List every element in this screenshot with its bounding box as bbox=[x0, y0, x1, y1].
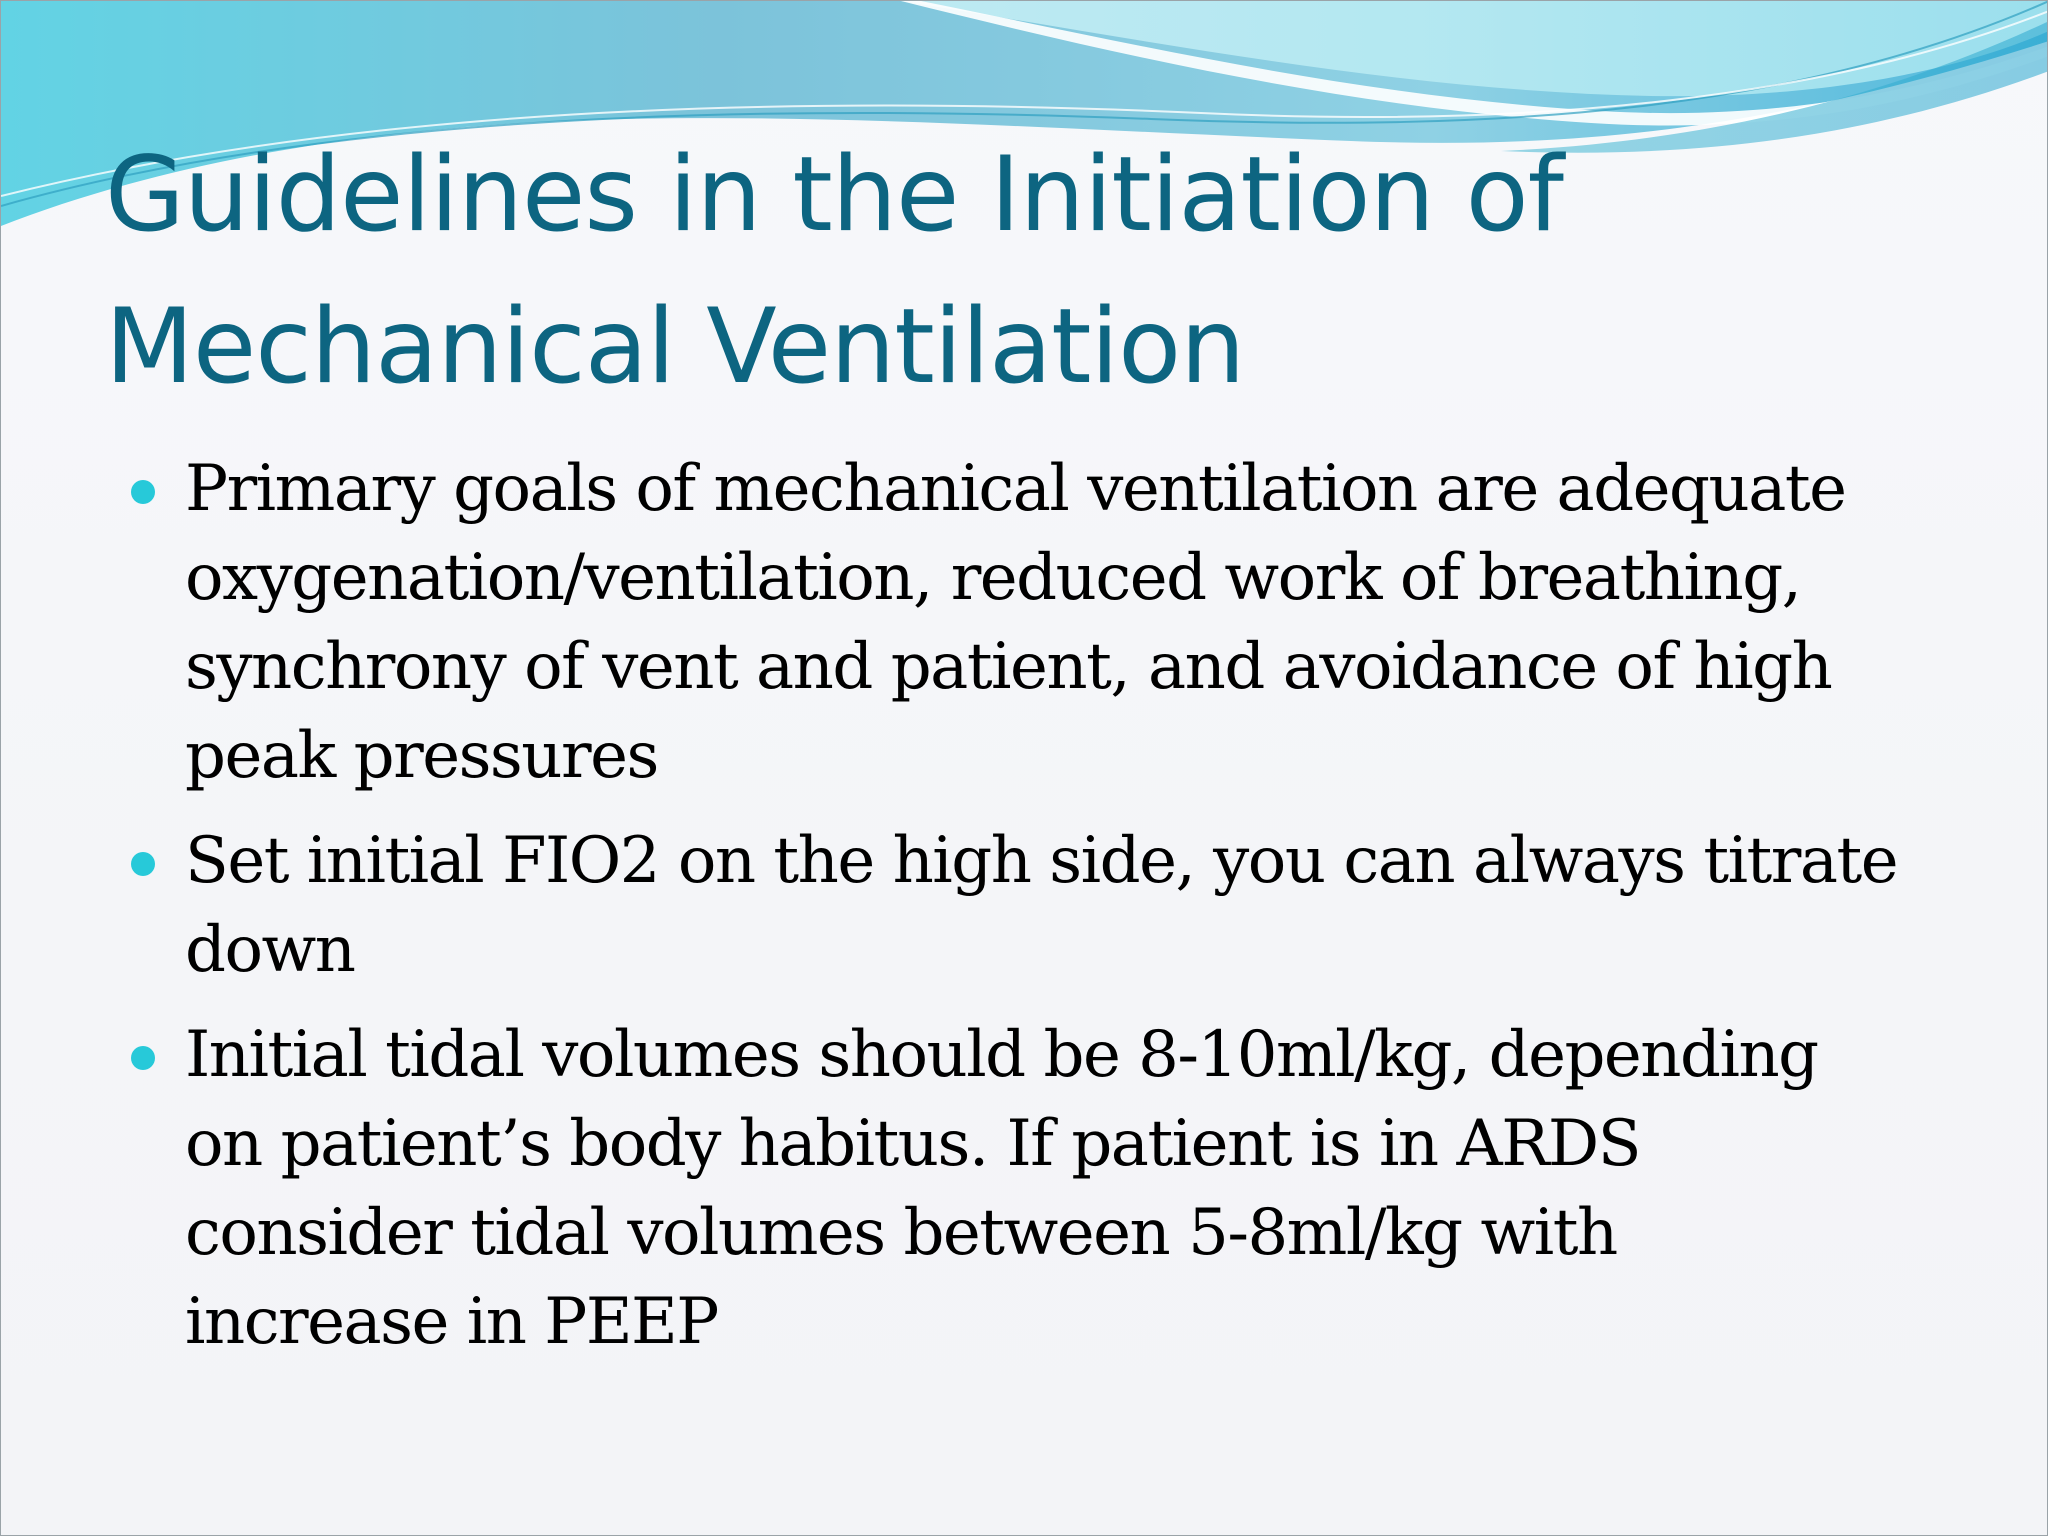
bullet-dot-icon bbox=[131, 480, 155, 504]
bullet-line: Initial tidal volumes should be 8-10ml/kg, depending bbox=[185, 1018, 1818, 1092]
bullet-line: Set initial FIO2 on the high side, you can always titrate bbox=[185, 824, 1898, 898]
bullet-line: synchrony of vent and patient, and avoidance of high bbox=[185, 630, 1832, 704]
slide-title-line-1: Guidelines in the Initiation of bbox=[105, 135, 1563, 255]
bullet-item bbox=[1, 1011, 2048, 1367]
bullet-text bbox=[185, 1011, 1975, 1367]
bullet-text bbox=[185, 817, 1975, 995]
bullet-line: increase in PEEP bbox=[185, 1285, 718, 1359]
bullet-line: Primary goals of mechanical ventilation are adequate bbox=[185, 452, 1846, 526]
bullet-line: on patient’s body habitus. If patient is in ARDS bbox=[185, 1107, 1641, 1181]
bullet-dot-icon bbox=[131, 852, 155, 876]
bullet-line: peak pressures bbox=[185, 719, 658, 793]
slide-title bbox=[105, 119, 1945, 423]
slide-title-line-2: Mechanical Ventilation bbox=[105, 287, 1245, 407]
bullet-list bbox=[1, 445, 2048, 1383]
bullet-line: down bbox=[185, 913, 355, 987]
bullet-text bbox=[185, 445, 1975, 801]
bullet-line: consider tidal volumes between 5-8ml/kg with bbox=[185, 1196, 1617, 1270]
bullet-item bbox=[1, 817, 2048, 995]
bullet-item bbox=[1, 445, 2048, 801]
bullet-dot-icon bbox=[131, 1046, 155, 1070]
bullet-line: oxygenation/ventilation, reduced work of breathing, bbox=[185, 541, 1801, 615]
